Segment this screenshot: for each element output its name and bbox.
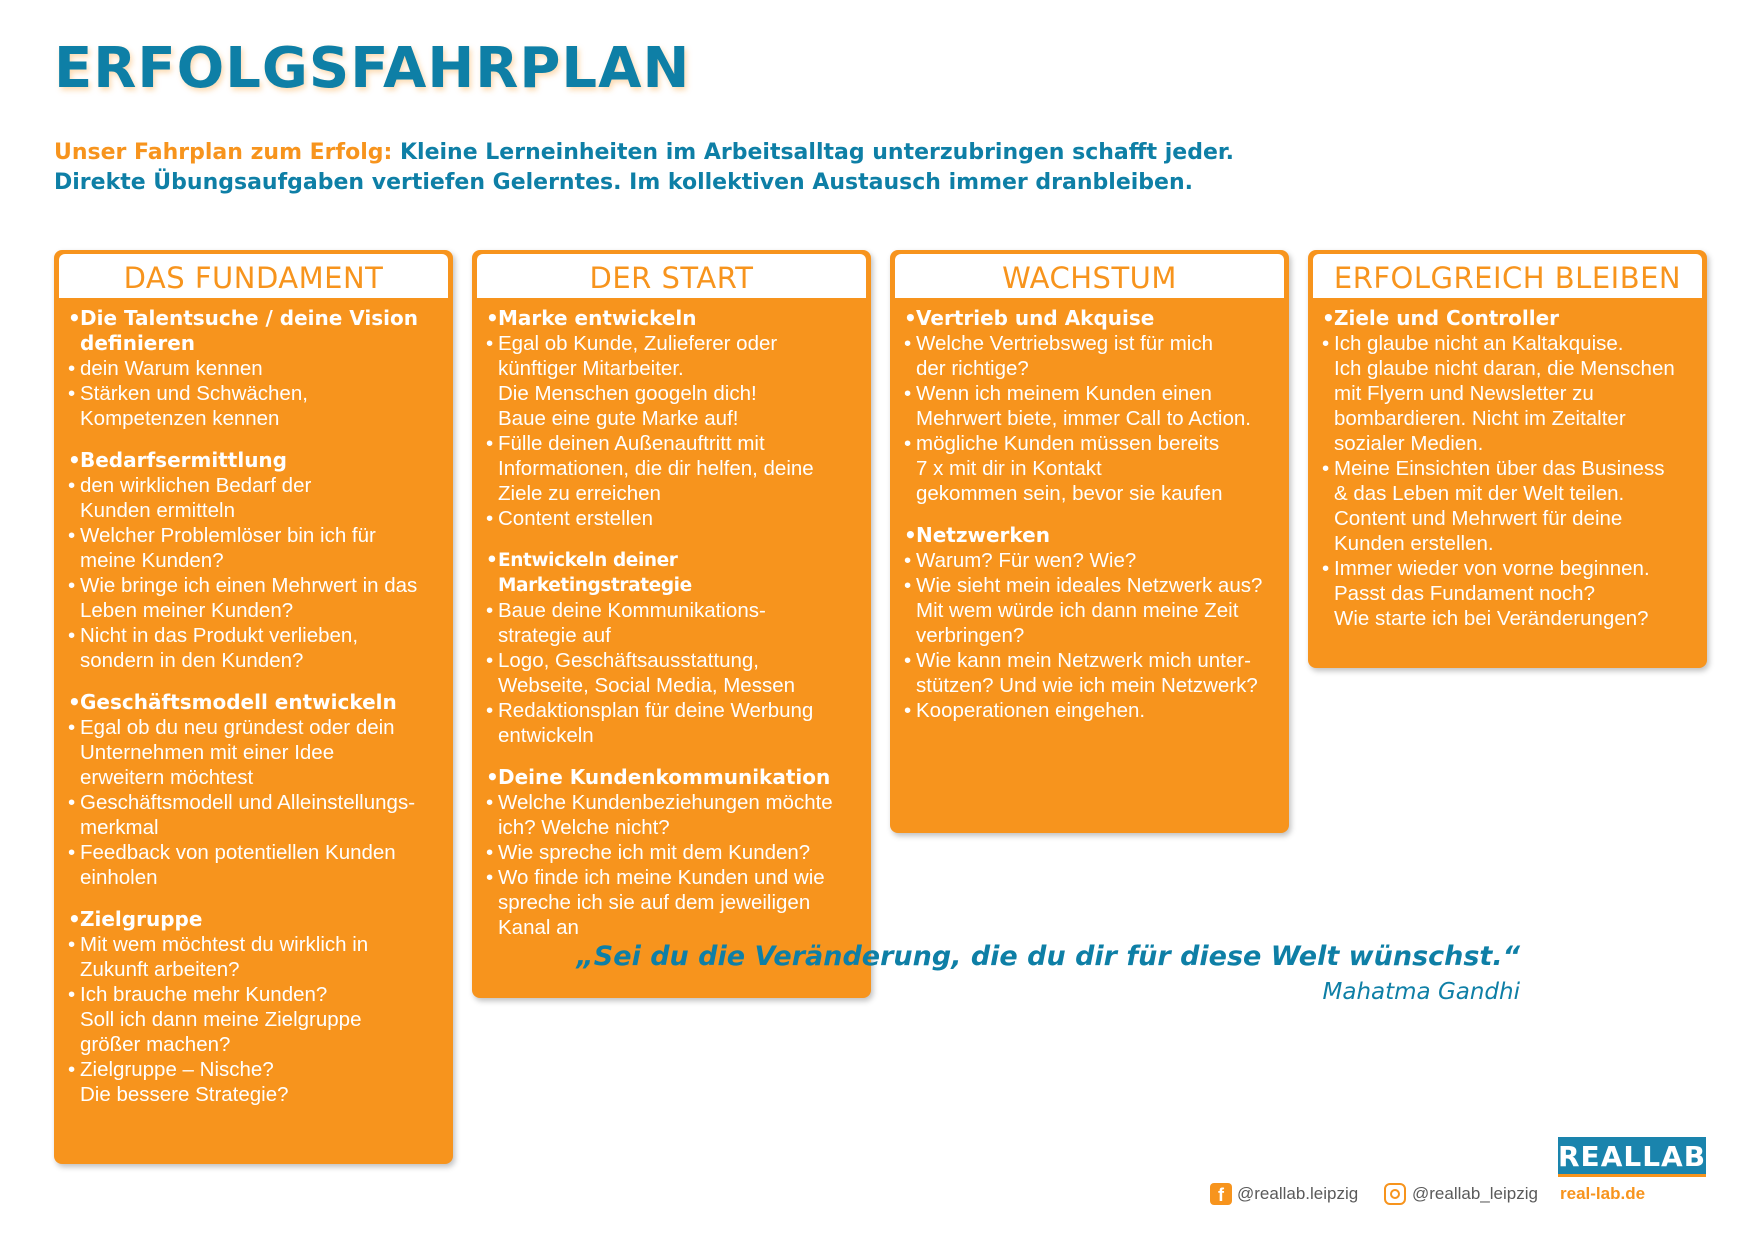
section-title: • Zielgruppe [68, 907, 445, 932]
list-item: • Egal ob du neu gründest oder dein Unternehmen mit einer Idee erweitern möchtest [68, 715, 445, 790]
card-section [486, 306, 863, 531]
social-instagram[interactable] [1384, 1180, 1538, 1208]
website-url: real-lab.de [1560, 1184, 1646, 1203]
section-title: • Ziele und Controller [1322, 306, 1699, 331]
card-section [904, 523, 1281, 723]
section-title: • Netzwerken [904, 523, 1281, 548]
intro-line-1: Kleine Lerneinheiten im Arbeitsalltag unterzubringen schafft jeder. [399, 140, 1234, 165]
list-item: • Stärken und Schwächen, Kompetenzen kennen [68, 381, 445, 431]
list-item: • Content erstellen [486, 506, 863, 531]
intro-lead: Unser Fahrplan zum Erfolg: [54, 140, 393, 165]
quote-text: „Sei du die Veränderung, die du dir für diese Welt wünschst.“ [576, 941, 1520, 972]
facebook-icon: f [1210, 1183, 1232, 1205]
facebook-handle: @reallab.leipzig [1237, 1184, 1359, 1203]
list-item: • Kooperationen eingehen. [904, 698, 1281, 723]
section-title: • Geschäftsmodell entwickeln [68, 690, 445, 715]
intro-text [54, 138, 1454, 198]
instagram-icon [1384, 1183, 1406, 1205]
list-item: • Wie kann mein Netzwerk mich unter- stützen? Und wie ich mein Netzwerk? [904, 648, 1281, 698]
list-item: • Wie bringe ich einen Mehrwert in das Leben meiner Kunden? [68, 573, 445, 623]
list-item: • Ich glaube nicht an Kaltakquise. Ich glaube nicht daran, die Menschen mit Flyern und Newsletter zu bombardieren. Nicht im Zeitalter sozialer Medien. [1322, 331, 1699, 456]
card-body [1308, 298, 1707, 658]
list-item: • Redaktionsplan für deine Werbung entwickeln [486, 698, 863, 748]
card-wachstum [890, 250, 1289, 833]
list-item: • dein Warum kennen [68, 356, 445, 381]
card-der-start [472, 250, 871, 998]
list-item: • Wie spreche ich mit dem Kunden? [486, 840, 863, 865]
card-title: DAS FUNDAMENT [59, 254, 448, 298]
card-erfolgreich-bleiben [1308, 250, 1707, 668]
quote [576, 938, 1520, 1008]
card-section [486, 548, 863, 748]
card-title: DER START [477, 254, 866, 298]
list-item: • Baue deine Kommunikations- strategie auf [486, 598, 863, 648]
section-title: • Bedarfsermittlung [68, 448, 445, 473]
card-das-fundament [54, 250, 453, 1164]
list-item: • den wirklichen Bedarf der Kunden ermitteln [68, 473, 445, 523]
section-title: • Vertrieb und Akquise [904, 306, 1281, 331]
list-item: • Egal ob Kunde, Zulieferer oder künftiger Mitarbeiter. Die Menschen googeln dich! Baue eine gute Marke auf! [486, 331, 863, 431]
card-title: WACHSTUM [895, 254, 1284, 298]
website-link[interactable] [1560, 1180, 1645, 1208]
quote-author: Mahatma Gandhi [1322, 979, 1520, 1005]
card-section [68, 306, 445, 431]
list-item: • Nicht in das Produkt verlieben, sondern in den Kunden? [68, 623, 445, 673]
section-title: • Entwickeln deiner Marketingstrategie [486, 548, 863, 598]
page-title: ERFOLGSFAHRPLAN [54, 36, 691, 101]
card-body [54, 298, 453, 1134]
list-item: • Wie sieht mein ideales Netzwerk aus? Mit wem würde ich dann meine Zeit verbringen? [904, 573, 1281, 648]
card-section [904, 306, 1281, 506]
list-item: • Warum? Für wen? Wie? [904, 548, 1281, 573]
social-facebook[interactable] [1210, 1180, 1358, 1208]
list-item: • Welche Vertriebsweg ist für mich der richtige? [904, 331, 1281, 381]
card-title: ERFOLGREICH BLEIBEN [1313, 254, 1702, 298]
list-item: • Meine Einsichten über das Business & das Leben mit der Welt teilen. Content und Mehrwert für deine Kunden erstellen. [1322, 456, 1699, 556]
card-section [68, 690, 445, 890]
list-item: • mögliche Kunden müssen bereits 7 x mit dir in Kontakt gekommen sein, bevor sie kaufen [904, 431, 1281, 506]
list-item: • Ich brauche mehr Kunden? Soll ich dann meine Zielgruppe größer machen? [68, 982, 445, 1057]
section-title: • Deine Kundenkommunikation [486, 765, 863, 790]
list-item: • Zielgruppe – Nische? Die bessere Strategie? [68, 1057, 445, 1107]
card-section [486, 765, 863, 940]
list-item: • Wenn ich meinem Kunden einen Mehrwert biete, immer Call to Action. [904, 381, 1281, 431]
instagram-handle: @reallab_leipzig [1412, 1184, 1538, 1203]
list-item: • Logo, Geschäftsausstattung, Webseite, Social Media, Messen [486, 648, 863, 698]
card-body [890, 298, 1289, 750]
section-title: • Die Talentsuche / deine Vision definieren [68, 306, 445, 356]
card-body [472, 298, 871, 967]
reallab-logo: REALLAB [1558, 1137, 1706, 1177]
list-item: • Mit wem möchtest du wirklich in Zukunft arbeiten? [68, 932, 445, 982]
list-item: • Feedback von potentiellen Kunden einholen [68, 840, 445, 890]
list-item: • Wo finde ich meine Kunden und wie spreche ich sie auf dem jeweiligen Kanal an [486, 865, 863, 940]
section-title: • Marke entwickeln [486, 306, 863, 331]
intro-line-2: Direkte Übungsaufgaben vertiefen Gelerntes. Im kollektiven Austausch immer dranbleiben. [54, 170, 1193, 195]
list-item: • Geschäftsmodell und Alleinstellungs- merkmal [68, 790, 445, 840]
list-item: • Welche Kundenbeziehungen möchte ich? Welche nicht? [486, 790, 863, 840]
list-item: • Fülle deinen Außenauftritt mit Informationen, die dir helfen, deine Ziele zu erreichen [486, 431, 863, 506]
card-section [68, 907, 445, 1107]
card-section [68, 448, 445, 673]
card-section [1322, 306, 1699, 631]
list-item: • Immer wieder von vorne beginnen. Passt das Fundament noch? Wie starte ich bei Veränderungen? [1322, 556, 1699, 631]
list-item: • Welcher Problemlöser bin ich für meine Kunden? [68, 523, 445, 573]
